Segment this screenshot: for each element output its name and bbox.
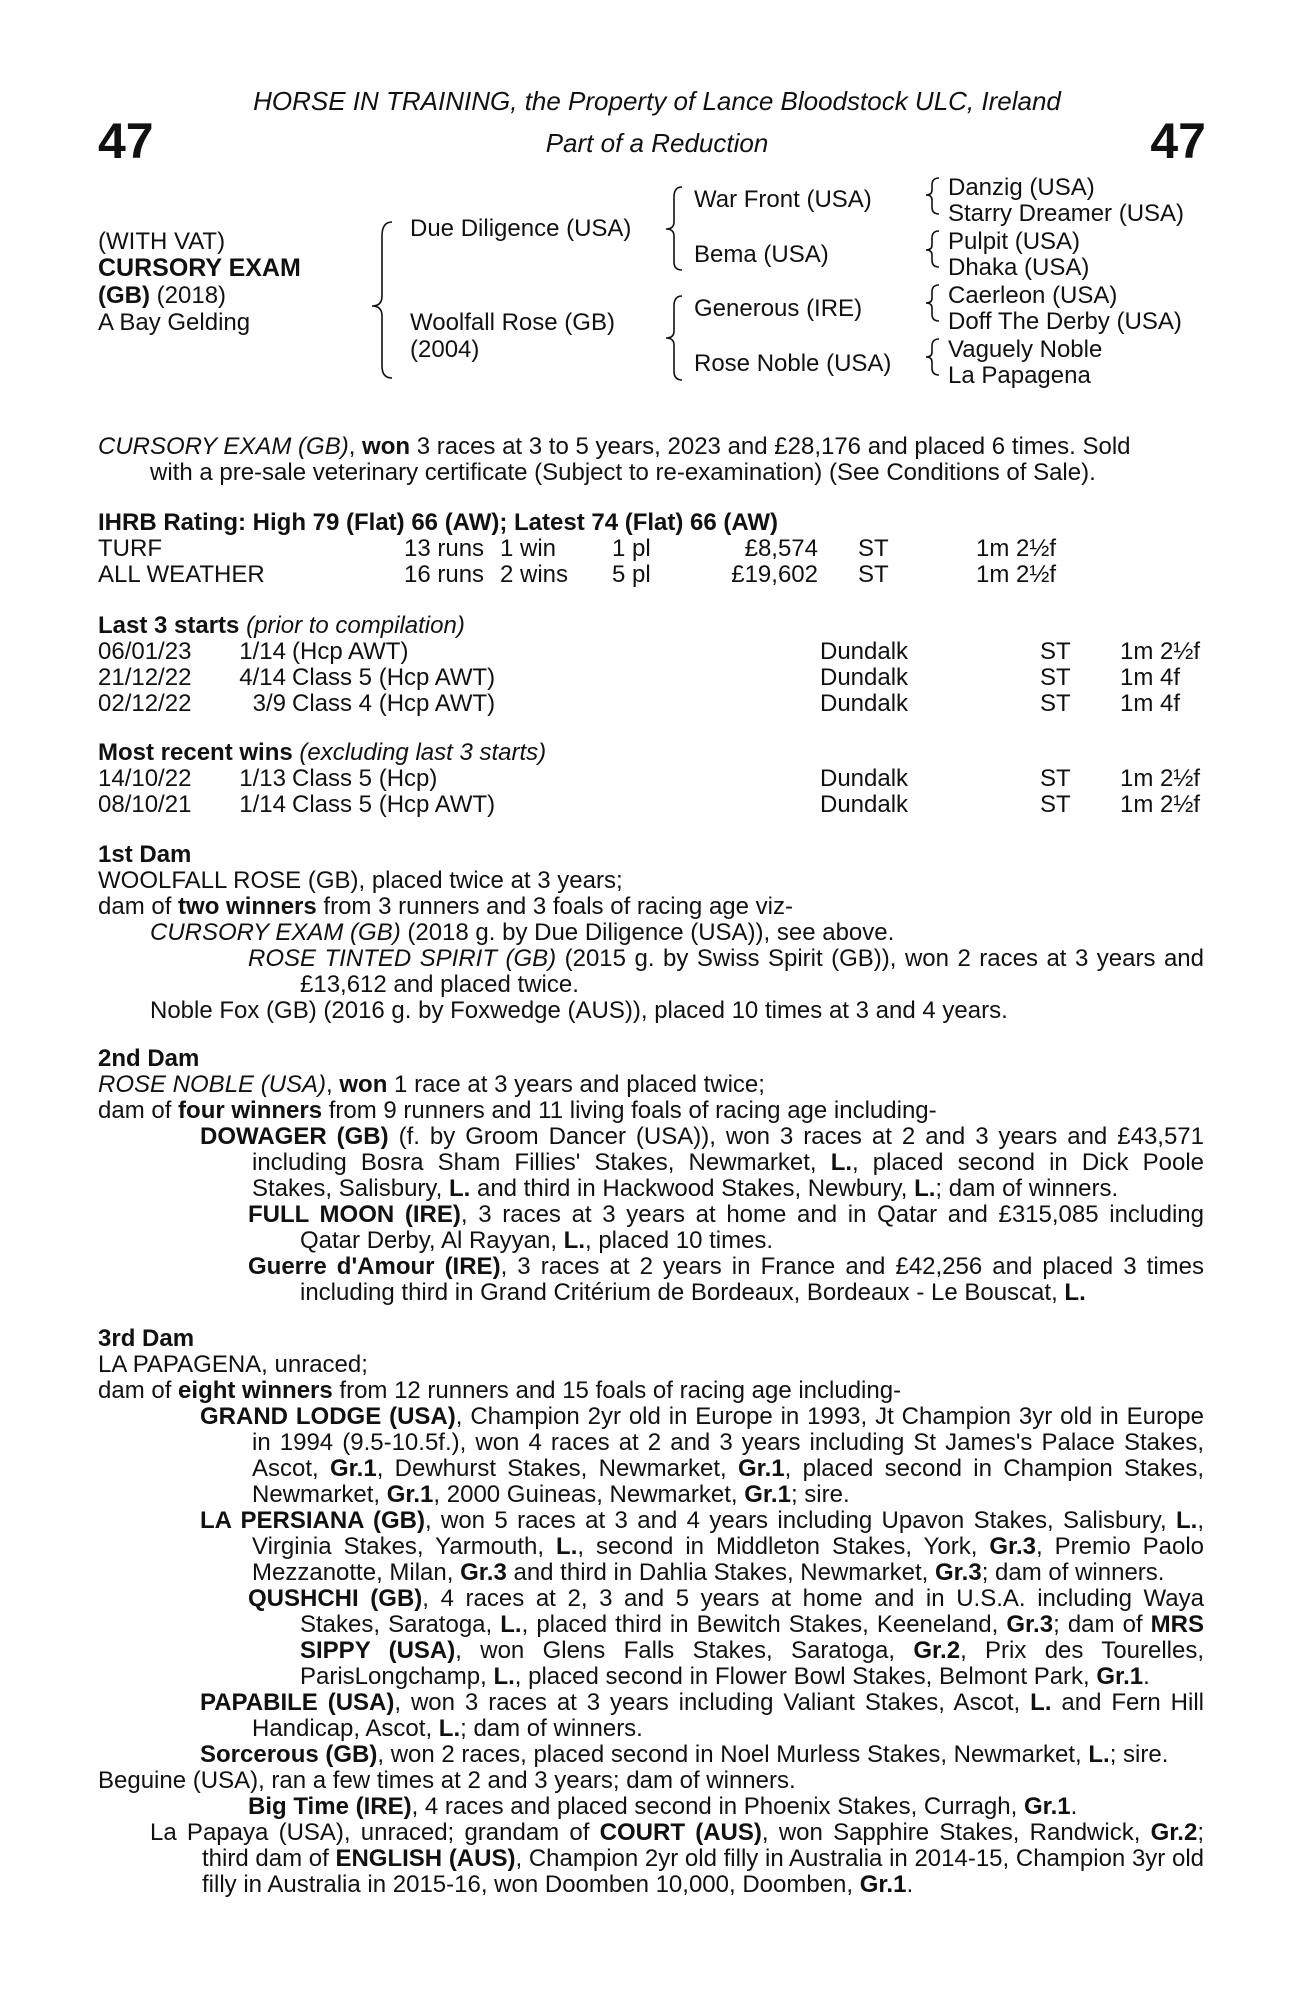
summary-text1: 3 races at 3 to 5 years, 2023 and £28,176 and placed 6 times. Sold — [410, 433, 1131, 460]
win-race: Class 5 (Hcp AWT) — [292, 791, 496, 818]
start-position: 4/14 — [239, 664, 286, 691]
produce-entry: LA PERSIANA (GB), won 5 races at 3 and 4 years including Upavon Stakes, Salisbury, L., Virginia Stakes, Yarmouth, L., second in Middleton Stakes, York, Gr.3, Premio Paolo Mezzanotte, Milan, Gr.3 and third in Dahlia Stakes, Newmarket, Gr.3; dam of winners. — [200, 1507, 1205, 1586]
win-date: 14/10/22 — [98, 765, 192, 792]
header-subtitle: Part of a Reduction — [545, 128, 769, 158]
start-distance: 1m 4f — [1120, 690, 1181, 717]
last-starts-section — [98, 613, 1204, 717]
win-date: 08/10/21 — [98, 791, 192, 818]
produce-entry: PAPABILE (USA), won 3 races at 3 years including Valiant Stakes, Ascot, L. and Fern Hill Handicap, Ascot, L.; dam of winners. — [200, 1689, 1204, 1742]
header-title: HORSE IN TRAINING, the Property of Lance Bloodstock ULC, Ireland — [253, 86, 1061, 116]
second-dam-title: 2nd Dam — [98, 1045, 200, 1072]
produce-entry: DOWAGER (GB) (f. by Groom Dancer (USA)), won 3 races at 2 and 3 years and £43,571 including Bosra Sham Fillies' Stakes, Newmarket, L., placed second in Dick Poole Stakes, Salisbury, L. and third in Hackwood Stakes, Newbury, L.; dam of winners. — [200, 1123, 1205, 1202]
rating-placed: 1 pl — [612, 535, 651, 562]
start-distance: 1m 2½f — [1120, 638, 1201, 665]
pedigree-ssd: Starry Dreamer (USA) — [948, 200, 1185, 227]
produce-entry: Sorcerous (GB), won 2 races, placed second in Noel Murless Stakes, Newmarket, L.; sire. — [200, 1741, 1169, 1768]
win-row — [98, 792, 1204, 818]
start-course: Dundalk — [820, 664, 909, 691]
win-position: 1/14 — [239, 791, 286, 818]
win-position: 1/13 — [239, 765, 286, 792]
third-dam-section — [98, 1326, 1204, 1898]
produce-entry: ROSE TINTED SPIRIT (GB) (2015 g. by Swiss Spirit (GB)), won 2 races at 3 years and £13,612 and placed twice. — [248, 945, 1204, 998]
produce-entry: Noble Fox (GB) (2016 g. by Foxwedge (AUS)), placed 10 times at 3 and 4 years. — [150, 997, 1008, 1024]
second-dam-section — [98, 1046, 1204, 1306]
produce-entry: GRAND LODGE (USA), Champion 2yr old in Europe in 1993, Jt Champion 3yr old in Europe in 1994 (9.5-10.5f.), won 4 races at 2 and 3 years including St James's Palace Stakes, Ascot, Gr.1, Dewhurst Stakes, Newmarket, Gr.1, placed second in Champion Stakes, Newmarket, Gr.1, 2000 Guineas, Newmarket, Gr.1; sire. — [200, 1403, 1205, 1508]
second-dam-produce-intro: dam of four winners from 9 runners and 11 living foals of racing age including- — [98, 1097, 937, 1124]
rating-title: IHRB Rating: High 79 (Flat) 66 (AW); Latest 74 (Flat) 66 (AW) — [98, 509, 779, 536]
third-dam-title: 3rd Dam — [98, 1325, 195, 1352]
rating-prize: £19,602 — [731, 561, 818, 588]
horse-name: CURSORY EXAM — [98, 254, 301, 282]
rating-wins: 1 win — [500, 535, 557, 562]
summary-text2: with a pre-sale veterinary certificate (Subject to re-examination) (See Conditions of Sale). — [150, 459, 1096, 486]
start-race: Class 5 (Hcp AWT) — [292, 664, 496, 691]
first-dam-produce-intro: dam of two winners from 3 runners and 3 foals of racing age viz- — [98, 893, 793, 920]
produce-entry: CURSORY EXAM (GB) (2018 g. by Due Diligence (USA)), see above. — [150, 919, 895, 946]
horse-description: A Bay Gelding — [98, 309, 251, 336]
win-course: Dundalk — [820, 765, 909, 792]
rating-placed: 5 pl — [612, 561, 651, 588]
win-course: Dundalk — [820, 791, 909, 818]
rating-row-aw — [98, 562, 1204, 588]
start-position: 1/14 — [239, 638, 286, 665]
start-date: 02/12/22 — [98, 690, 192, 717]
first-dam-title: 1st Dam — [98, 841, 192, 868]
pedigree-sire-sire: War Front (USA) — [694, 186, 872, 213]
start-distance: 1m 4f — [1120, 664, 1181, 691]
recent-wins-title: Most recent wins — [98, 739, 293, 766]
win-row — [98, 766, 1204, 792]
start-course: Dundalk — [820, 638, 909, 665]
win-race: Class 5 (Hcp) — [292, 765, 438, 792]
start-row — [98, 665, 1204, 691]
second-dam-line: ROSE NOBLE (USA), won 1 race at 3 years and placed twice; — [98, 1071, 765, 1098]
produce-entry: Big Time (IRE), 4 races and placed second in Phoenix Stakes, Curragh, Gr.1. — [248, 1793, 1078, 1820]
last-starts-title: Last 3 starts — [98, 612, 240, 639]
pedigree-sire: Due Diligence (USA) — [410, 215, 632, 242]
pedigree-dam-sire: Generous (IRE) — [694, 295, 863, 322]
lot-number-left: 47 — [98, 113, 154, 169]
start-race: (Hcp AWT) — [292, 638, 409, 665]
recent-wins-section — [98, 740, 1204, 818]
last-starts-note: (prior to compilation) — [239, 612, 465, 639]
start-going: ST — [1040, 638, 1071, 665]
pedigree-sdd: Dhaka (USA) — [948, 254, 1090, 281]
first-dam-line: WOOLFALL ROSE (GB), placed twice at 3 years; — [98, 867, 623, 894]
rating-surface: TURF — [98, 535, 162, 562]
recent-wins-note: (excluding last 3 starts) — [292, 739, 547, 766]
horse-vat: (WITH VAT) — [98, 228, 226, 255]
start-row — [98, 639, 1204, 665]
start-course: Dundalk — [820, 690, 909, 717]
rating-distance: 1m 2½f — [976, 535, 1057, 562]
first-dam-section — [98, 842, 1204, 1024]
pedigree-dss: Caerleon (USA) — [948, 282, 1118, 309]
summary-won: won — [362, 433, 411, 460]
pedigree-dam-dam: Rose Noble (USA) — [694, 350, 892, 377]
win-going: ST — [1040, 791, 1071, 818]
pedigree-dam-year: (2004) — [410, 336, 480, 363]
pedigree-sss: Danzig (USA) — [948, 174, 1095, 201]
rating-runs: 13 runs — [404, 535, 485, 562]
rating-prize: £8,574 — [744, 535, 818, 562]
rating-surface: ALL WEATHER — [98, 561, 265, 588]
pedigree-sire-dam: Bema (USA) — [694, 241, 829, 268]
pedigree-dam: Woolfall Rose (GB) — [410, 309, 615, 336]
rating-section — [98, 510, 1204, 588]
rating-going: ST — [858, 561, 889, 588]
rating-row-turf — [98, 536, 1204, 562]
rating-wins: 2 wins — [500, 561, 569, 588]
win-distance: 1m 2½f — [1120, 765, 1201, 792]
rating-going: ST — [858, 535, 889, 562]
start-going: ST — [1040, 664, 1071, 691]
start-position: 3/9 — [252, 690, 286, 717]
produce-entry: Guerre d'Amour (IRE), 3 races at 2 years in France and £42,256 and placed 3 times including third in Grand Critérium de Bordeaux, Bordeaux - Le Bouscat, L. — [248, 1253, 1205, 1306]
produce-entry: QUSHCHI (GB), 4 races at 2, 3 and 5 years at home and in U.S.A. including Waya Stakes, Saratoga, L., placed third in Bewitch Stakes, Keeneland, Gr.3; dam of MRS SIPPY (USA), won Glens Falls Stakes, Saratoga, Gr.2, Prix des Tourelles, ParisLongchamp, L., placed second in Flower Bowl Stakes, Belmont Park, Gr.1. — [248, 1585, 1205, 1690]
start-race: Class 4 (Hcp AWT) — [292, 690, 496, 717]
third-dam-line: LA PAPAGENA, unraced; — [98, 1351, 368, 1378]
start-going: ST — [1040, 690, 1071, 717]
lot-number-right: 47 — [1150, 113, 1206, 169]
third-dam-produce-intro: dam of eight winners from 12 runners and 15 foals of racing age including- — [98, 1377, 902, 1404]
start-date: 06/01/23 — [98, 638, 192, 665]
produce-entry: Beguine (USA), ran a few times at 2 and 3 years; dam of winners. — [98, 1767, 796, 1794]
pedigree-dsd: Doff The Derby (USA) — [948, 308, 1182, 335]
win-distance: 1m 2½f — [1120, 791, 1201, 818]
start-date: 21/12/22 — [98, 664, 192, 691]
start-row — [98, 691, 1204, 717]
pedigree-ddd: La Papagena — [948, 362, 1091, 389]
produce-entry: FULL MOON (IRE), 3 races at 3 years at home and in Qatar and £315,085 including Qatar Derby, Al Rayyan, L., placed 10 times. — [248, 1201, 1204, 1254]
horse-year: (2018) — [149, 282, 227, 309]
win-going: ST — [1040, 765, 1071, 792]
pedigree-sds: Pulpit (USA) — [948, 228, 1081, 255]
horse-origin: (GB) — [98, 282, 150, 309]
rating-runs: 16 runs — [404, 561, 485, 588]
summary-name: CURSORY EXAM (GB) — [98, 433, 349, 460]
rating-distance: 1m 2½f — [976, 561, 1057, 588]
produce-entry: La Papaya (USA), unraced; grandam of COURT (AUS), won Sapphire Stakes, Randwick, Gr.2; third dam of ENGLISH (AUS), Champion 2yr old filly in Australia in 2014-15, Champion 3yr old filly in Australia in 2015-16, won Doomben 10,000, Doomben, Gr.1. — [150, 1819, 1204, 1898]
summary: CURSORY EXAM (GB), won 3 races at 3 to 5 years, 2023 and £28,176 and placed 6 times. Sold with a pre-sale veterinary certificate (Subject to re-examination) (See Conditions of Sale). — [98, 434, 1204, 486]
pedigree-dds: Vaguely Noble — [948, 336, 1103, 363]
